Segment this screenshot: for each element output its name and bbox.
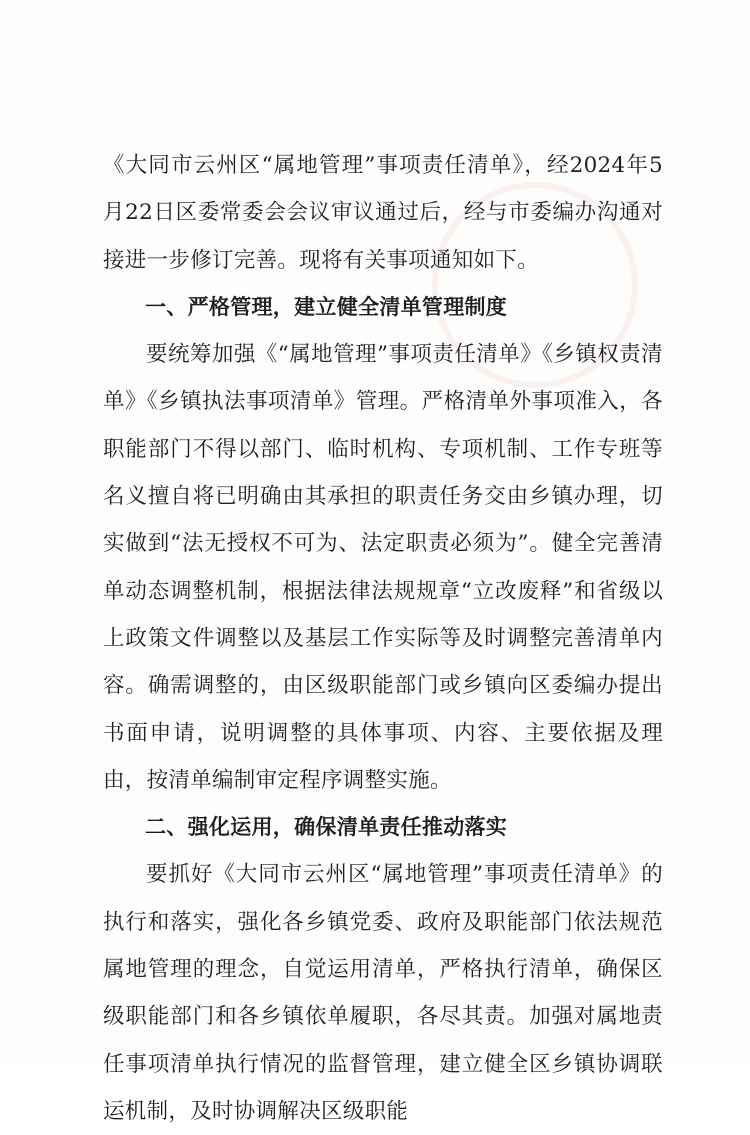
paragraph-section-2: 要抓好《大同市云州区“属地管理”事项责任清单》的执行和落实，强化各乡镇党委、政府及职能部门依法规范属地管理的理念，自觉运用清单，严格执行清单，确保区级职能部门和各乡镇依单履职，各尽其责。加强对属地责任事项清单执行情况的监督管理，建立健全区乡镇协调联运机制，及时协调解决区级职能 — [103, 862, 663, 1124]
paragraph-intro: 《大同市云州区“属地管理”事项责任清单》，经2024年5月22日区委常委会会议审议通过后，经与市委编办沟通对接进一步修订完善。现将有关事项通知如下。 — [103, 153, 663, 273]
section-heading-2: 二、强化运用，确保清单责任推动落实 — [145, 815, 508, 840]
section-heading-1: 一、严格管理，建立健全清单管理制度 — [145, 294, 508, 319]
paragraph-section-1: 要统筹加强《“属地管理”事项责任清单》《乡镇权责清单》《乡镇执法事项清单》管理。严格清单外事项准入，各职能部门不得以部门、临时机构、专项机制、工作专班等名义擅自将已明确由其承担的职责任务交由乡镇办理，切实做到“法无授权不可为、法定职责必须为”。健全完善清单动态调整机制，根据法律法规规章“立改废释”和省级以上政策文件调整以及基层工作实际等及时调整完善清单内容。确需调整的，由区级职能部门或乡镇向区委编办提出书面申请，说明调整的具体事项、内容、主要依据及理由，按清单编制审定程序调整实施。 — [103, 342, 663, 793]
document-body — [103, 142, 663, 1135]
